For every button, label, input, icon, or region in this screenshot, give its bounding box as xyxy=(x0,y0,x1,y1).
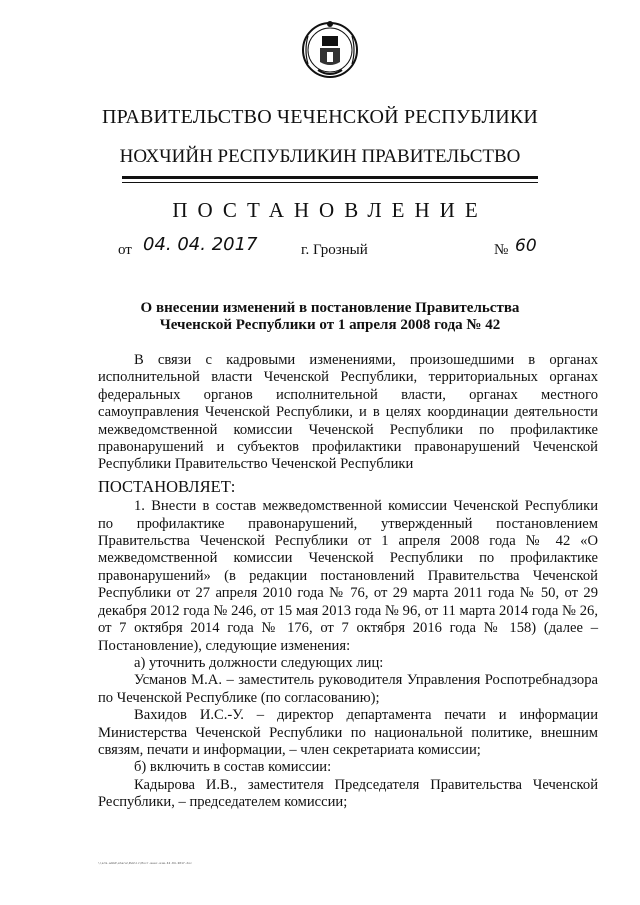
date-label: от xyxy=(118,242,132,258)
item-1-paragraph: 1. Внести в состав межведомственной комиссии Чеченской Республики по профилактике правонарушений, утвержденный постановлением Правительства Чеченской Республики от 1 апреля 2008 года № 42 «О межведомственной комиссии Чеченской Республики по профилактике правонарушений» (в редакции постановлений Правительства Чеченской Республики от 27 апреля 2010 года № 76, от 29 марта 2011 года № 50, от 29 декабря 2012 года № 246, от 15 мая 2013 года № 96, от 11 марта 2014 года № 26, от 7 октября 2014 года № 176, от 7 октября 2016 года № 158) (далее – Постановление), следующие изменения: xyxy=(98,498,598,654)
document-title xyxy=(130,300,530,334)
coat-of-arms-emblem xyxy=(300,14,360,86)
document-type: ПОСТАНОВЛЕНИЕ xyxy=(172,198,488,222)
organization-title: ПРАВИТЕЛЬСТВО ЧЕЧЕНСКОЙ РЕСПУБЛИКИ xyxy=(101,106,539,128)
item-b-paragraph: б) включить в состав комиссии: xyxy=(134,759,332,776)
item-a-paragraph: а) уточнить должности следующих лиц: xyxy=(134,654,384,671)
header-rule-thin xyxy=(122,182,538,183)
person-1-paragraph: Усманов М.А. – заместитель руководителя Управления Роспотребнадзора по Чеченской Республике (по согласованию); xyxy=(98,672,598,706)
footer-service-line: \\arm-adm2\share\Public\Пост.внес.изм.42.04.2017.doc xyxy=(98,861,192,865)
document-title-line-1: О внесении изменений в постановление Правительства xyxy=(140,300,520,316)
document-number: 60 xyxy=(515,236,537,256)
decree-heading: ПОСТАНОВЛЯЕТ: xyxy=(98,476,236,496)
header-rule-thick xyxy=(122,176,538,179)
person-3-paragraph: Кадырова И.В., заместителя Председателя Правительства Чеченской Республики, – председателем комиссии; xyxy=(98,776,598,811)
number-label: № xyxy=(494,242,509,258)
document-date: 04. 04. 2017 xyxy=(143,234,258,255)
document-body xyxy=(98,352,598,812)
document-title-line-2: Чеченской Республики от 1 апреля 2008 года № 42 xyxy=(159,317,501,333)
document-city: г. Грозный xyxy=(301,242,368,258)
organization-title-chechen: НОХЧИЙН РЕСПУБЛИКИН ПРАВИТЕЛЬСТВО xyxy=(119,146,521,167)
person-2-paragraph: Вахидов И.С.-У. – директор департамента печати и информации Министерства Чеченской Республики по национальной политике, внешним связям, печати и информации, – член секретариата комиссии; xyxy=(98,707,598,758)
preamble-paragraph: В связи с кадровыми изменениями, произошедшими в органах исполнительной власти Чеченской Республики, территориальных органах федеральных органов исполнительной власти, органах местного самоуправления Чеченской Республики, и в целях координации деятельности межведомственной комиссии Чеченской Республики по профилактике правонарушений и субъектов профилактики правонарушений Чеченской Республики Правительство Чеченской Республики xyxy=(98,352,598,473)
